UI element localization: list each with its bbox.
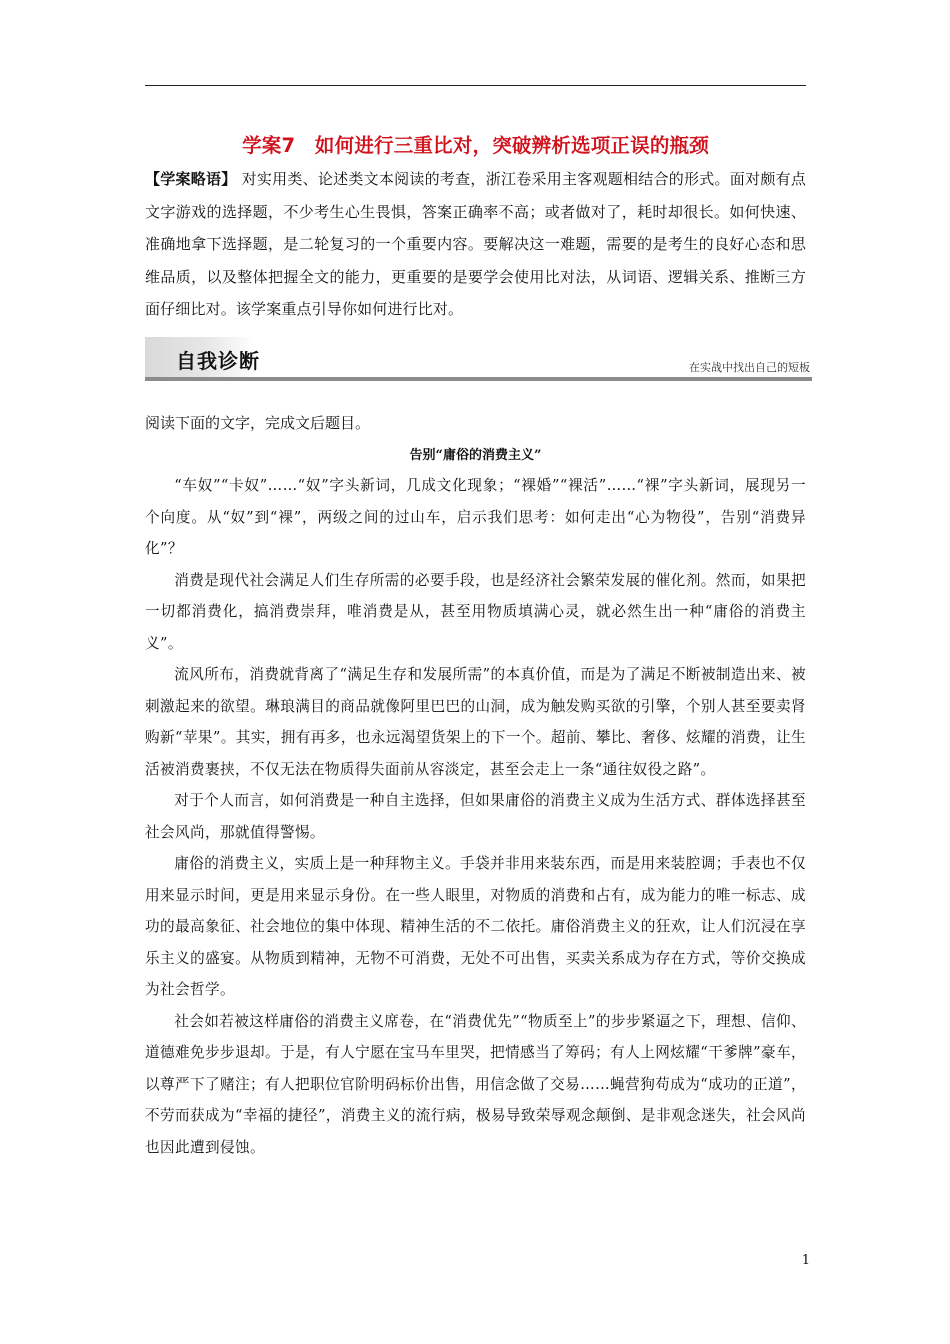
section-header-underline — [145, 377, 812, 381]
header-rule — [145, 85, 806, 86]
section-title: 自我诊断 — [176, 349, 260, 373]
reading-instruction: 阅读下面的文字，完成文后题目。 — [145, 414, 371, 432]
section-header — [145, 337, 812, 382]
article-paragraph: 社会如若被这样庸俗的消费主义席卷，在“消费优先”“物质至上”的步步紧逼之下，理想、信仰、道德难免步步退却。于是，有人宁愿在宝马车里哭，把情感当了筹码；有人上网炫耀“干爹牌”豪车，以尊严下了赌注；有人把职位官阶明码标价出售，用信念做了交易……蝇营狗苟成为“成功的正道”，不劳而获成为“幸福的捷径”，消费主义的流行病，极易导致荣辱观念颠倒、是非观念迷失，社会风尚也因此遭到侵蚀。 — [145, 1012, 806, 1156]
article-body — [145, 470, 806, 1163]
page-number: 1 — [801, 1253, 810, 1268]
page-title: 学案7 如何进行三重比对，突破辨析选项正误的瓶颈 — [242, 134, 709, 157]
article-paragraph: 流风所布，消费就背离了“满足生存和发展所需”的本真价值，而是为了满足不断被制造出来、被刺激起来的欲望。琳琅满目的商品就像阿里巴巴的山洞，成为触发购买欲的引擎，个别人甚至要卖肾购新“苹果”。其实，拥有再多，也永远渴望货架上的下一个。超前、攀比、奢侈、炫耀的消费，让生活被消费裹挟，不仅无法在物质得失面前从容淡定，甚至会走上一条“通往奴役之路”。 — [145, 666, 806, 778]
article-paragraph: 对于个人而言，如何消费是一种自主选择，但如果庸俗的消费主义成为生活方式、群体选择甚至社会风尚，那就值得警惕。 — [145, 792, 806, 841]
article-title: 告别“庸俗的消费主义” — [409, 448, 542, 463]
intro-text: 对实用类、论述类文本阅读的考查，浙江卷采用主客观题相结合的形式。面对颇有点文字游戏的选择题，不少考生心生畏惧，答案正确率不高；或者做对了，耗时却很长。如何快速、准确地拿下选择题，是二轮复习的一个重要内容。要解决这一难题，需要的是考生的良好心态和思维品质，以及整体把握全文的能力，更重要的是要学会使用比对法，从词语、逻辑关系、推断三方面仔细比对。该学案重点引导你如何进行比对。 — [145, 170, 806, 318]
article-paragraph: 消费是现代社会满足人们生存所需的必要手段，也是经济社会繁荣发展的催化剂。然而，如果把一切都消费化，搞消费崇拜，唯消费是从，甚至用物质填满心灵，就必然生出一种“庸俗的消费主义”。 — [145, 571, 806, 652]
section-subtitle: 在实战中找出自己的短板 — [689, 361, 810, 374]
intro-label: 【学案略语】 — [145, 170, 237, 188]
article-paragraph: “车奴”“卡奴”……“奴”字头新词，几成文化现象；“裸婚”“裸活”……“裸”字头新词，展现另一个向度。从“奴”到“裸”，两级之间的过山车，启示我们思考：如何走出“心为物役”，告别“消费异化”？ — [145, 477, 806, 557]
article-paragraph: 庸俗的消费主义，实质上是一种拜物主义。手袋并非用来装东西，而是用来装腔调；手表也不仅用来显示时间，更是用来显示身份。在一些人眼里，对物质的消费和占有，成为能力的唯一标志、成功的最高象征、社会地位的集中体现、精神生活的不二依托。庸俗消费主义的狂欢，让人们沉浸在享乐主义的盛宴。从物质到精神，无物不可消费，无处不可出售，买卖关系成为存在方式，等价交换成为社会哲学。 — [145, 855, 806, 998]
intro-paragraph — [145, 163, 806, 326]
